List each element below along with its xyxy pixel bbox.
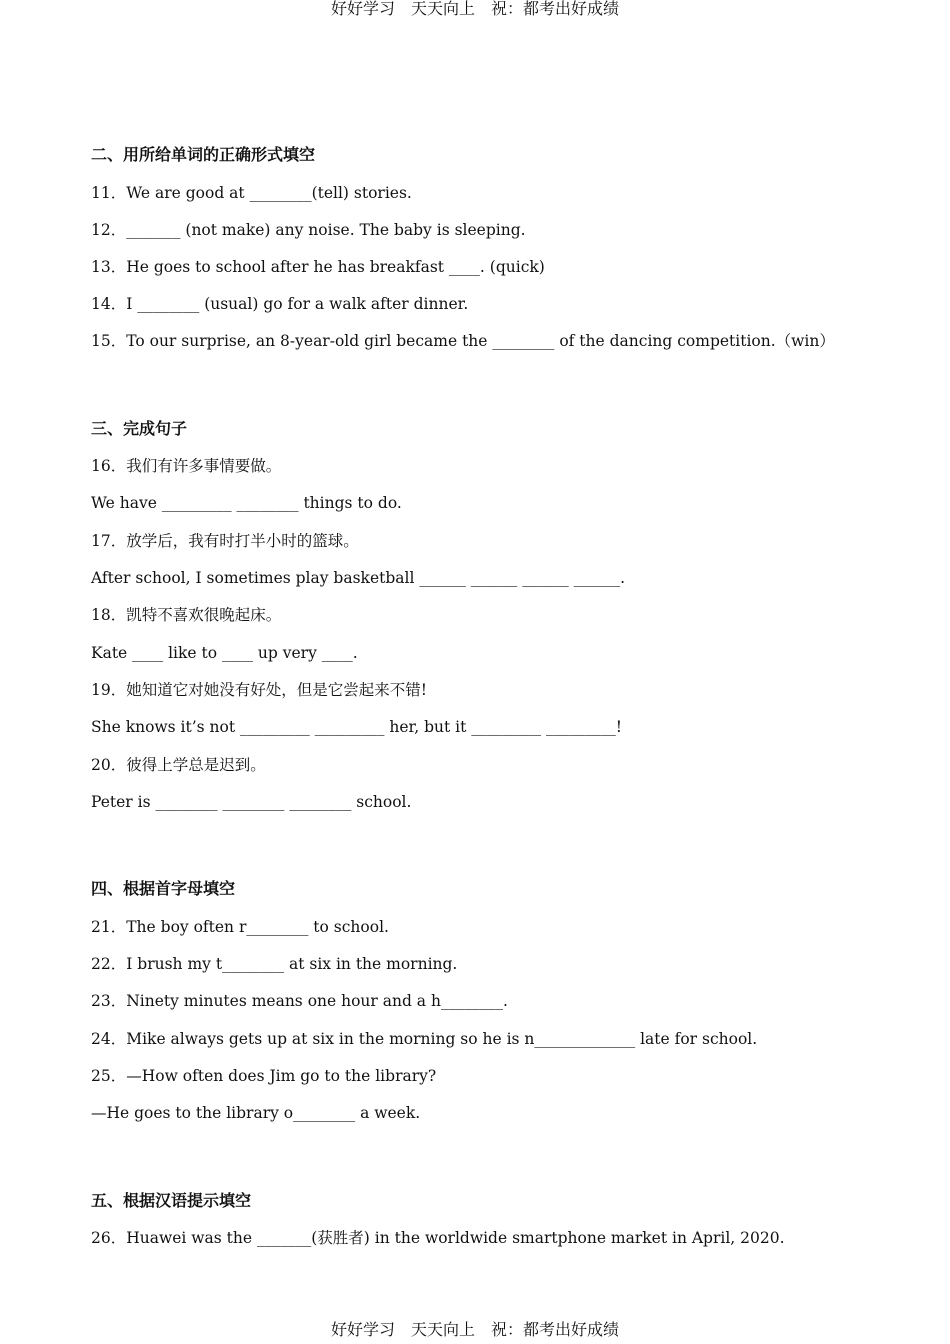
footer-motto-3: 祝：都考出好成绩	[491, 1320, 620, 1339]
header-motto-1: 好好学习	[330, 0, 395, 18]
question-12: 12．_______ (not make) any noise. The baby is sleeping.	[91, 221, 526, 239]
header-motto-3: 祝：都考出好成绩	[491, 0, 620, 18]
question-11: 11．We are good at ________(tell) stories.	[91, 184, 412, 202]
section-2-title: 二、用所给单词的正确形式填空	[91, 145, 316, 164]
section-5-title: 五、根据汉语提示填空	[91, 1191, 252, 1210]
question-26: 26．Huawei was the _______(获胜者) in the worldwide smartphone market in April, 2020.	[91, 1229, 785, 1247]
question-20-english: Peter is ________ ________ ________ school.	[91, 793, 412, 811]
section-3-title: 三、完成句子	[91, 419, 188, 438]
header-motto-2: 天天向上	[410, 0, 475, 18]
question-14: 14．I ________ (usual) go for a walk after dinner.	[91, 295, 469, 313]
question-18-chinese: 18．凯特不喜欢很晚起床。	[91, 606, 282, 624]
question-18-english: Kate ____ like to ____ up very ____.	[91, 644, 358, 662]
question-16-chinese: 16．我们有许多事情要做。	[91, 457, 282, 475]
question-13: 13．He goes to school after he has breakfast ____. (quick)	[91, 258, 545, 276]
question-25-question: 25．—How often does Jim go to the library?	[91, 1067, 437, 1085]
question-17-english: After school, I sometimes play basketball ______ ______ ______ ______.	[91, 569, 626, 587]
question-16-english: We have _________ ________ things to do.	[91, 494, 402, 512]
question-19-chinese: 19．她知道它对她没有好处，但是它尝起来不错!	[91, 681, 427, 699]
footer-motto-2: 天天向上	[410, 1320, 475, 1339]
section-4-title: 四、根据首字母填空	[91, 879, 236, 898]
question-20-chinese: 20．彼得上学总是迟到。	[91, 756, 266, 774]
page-header	[0, 0, 950, 19]
question-17-chinese: 17．放学后，我有时打半小时的篮球。	[91, 532, 359, 550]
page-footer	[0, 1320, 950, 1340]
question-21: 21．The boy often r________ to school.	[91, 918, 389, 936]
question-19-english: She knows it’s not _________ _________ her, but it _________ _________!	[91, 718, 622, 736]
question-25-answer: —He goes to the library o________ a week.	[91, 1104, 421, 1122]
question-23: 23．Ninety minutes means one hour and a h________.	[91, 992, 508, 1010]
footer-motto-1: 好好学习	[330, 1320, 395, 1339]
question-22: 22．I brush my t________ at six in the morning.	[91, 955, 458, 973]
question-24: 24．Mike always gets up at six in the morning so he is n_____________ late for school.	[91, 1030, 758, 1048]
question-15: 15．To our surprise, an 8-year-old girl became the ________ of the dancing competition.（win）	[91, 332, 835, 350]
